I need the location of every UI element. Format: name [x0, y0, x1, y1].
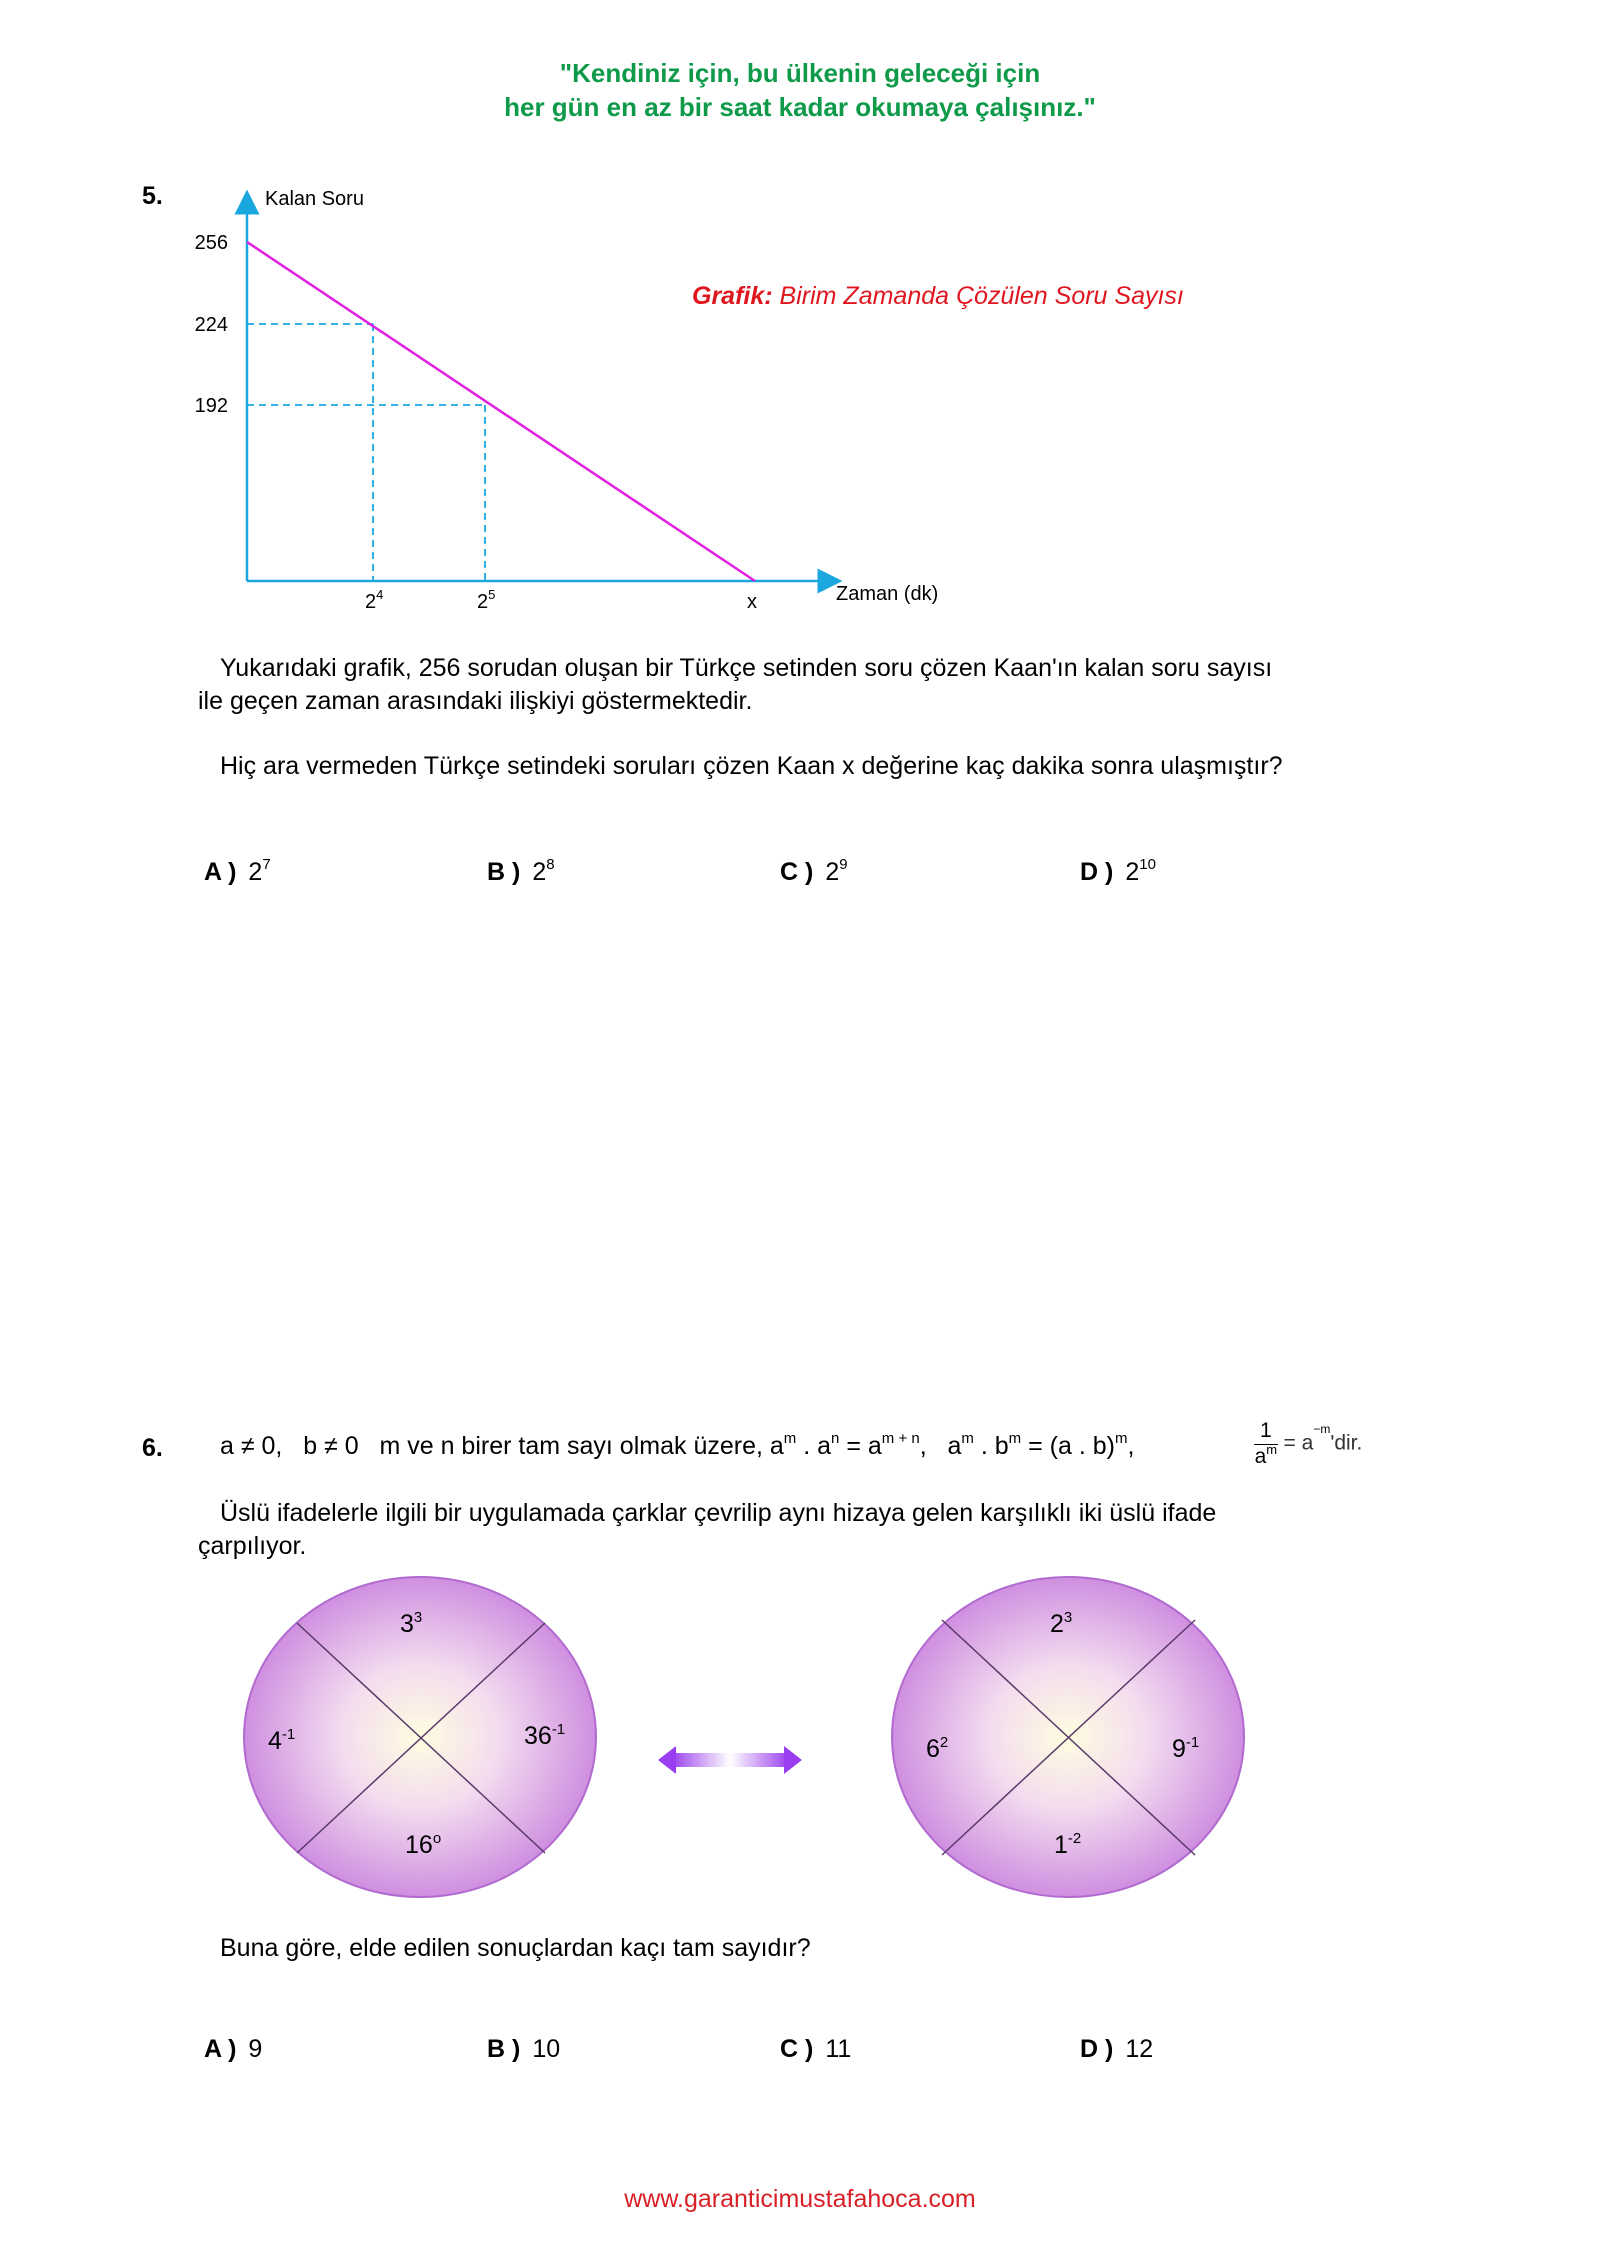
chart-title-bold: Grafik: [692, 282, 773, 310]
option-label: B ) [487, 2035, 521, 2063]
rule-exp: n [831, 1430, 840, 1447]
wheel-base: 9 [1172, 1735, 1186, 1763]
wheel-base: 36 [524, 1722, 552, 1750]
option-label: A ) [204, 858, 237, 886]
wheel-left-left [268, 1727, 295, 1756]
y-tick-label: 256 [194, 232, 228, 254]
option-base: 2 [532, 858, 547, 886]
fraction [1254, 1418, 1278, 1469]
q6-option-a[interactable] [204, 2035, 262, 2064]
wheel-exp: -2 [1067, 1830, 1082, 1847]
fraction-den-exp: m [1266, 1442, 1278, 1457]
wheel-base: 3 [400, 1610, 414, 1638]
rule-part: = a [839, 1432, 882, 1460]
rule-part: , [1127, 1432, 1135, 1460]
wheel-right-top [1050, 1610, 1072, 1639]
wheels-figure [240, 1575, 1260, 1915]
q5-option-b[interactable] [487, 858, 555, 887]
q5-question: Hiç ara vermeden Türkçe setindeki soruları çözen Kaan x değerine kaç dakika sonra ulaşmıştır? [220, 752, 1283, 780]
q6-option-d[interactable] [1080, 2035, 1153, 2064]
option-value: 10 [532, 2035, 561, 2063]
q6-option-c[interactable] [780, 2035, 851, 2064]
option-value: 11 [825, 2035, 852, 2063]
wheel-exp: -1 [1185, 1734, 1200, 1751]
wheel-left-right [524, 1722, 565, 1751]
q5-chart-svg [140, 180, 1240, 620]
wheel-base: 6 [926, 1735, 940, 1763]
wheel-left-bottom [405, 1831, 441, 1860]
wheels-svg [240, 1575, 1260, 1915]
option-exponent: 9 [839, 856, 848, 873]
x-tick-label [747, 591, 757, 613]
q6-rule [220, 1430, 1134, 1463]
q6-option-b[interactable] [487, 2035, 560, 2064]
rule-part: a ≠ 0, b ≠ 0 m ve n birer tam sayı olmak üzere, a [220, 1432, 784, 1460]
q6-text-line-1: Üslü ifadelerle ilgili bir uygulamada çarklar çevrilip aynı hizaya gelen karşılıklı iki üslü ifade [220, 1499, 1217, 1527]
wheel-base: 2 [1050, 1610, 1064, 1638]
rule-exp: m + n [881, 1430, 920, 1447]
rule-part: = (a . b) [1021, 1432, 1115, 1460]
q6-text-line-2: çarpılıyor. [198, 1532, 307, 1560]
rule-part: . a [796, 1432, 832, 1460]
double-arrow [658, 1746, 802, 1774]
fraction-suffix: 'dir. [1330, 1431, 1363, 1455]
q5-option-d[interactable] [1080, 858, 1156, 887]
data-line [247, 242, 755, 581]
rule-part: , a [919, 1432, 962, 1460]
option-exponent: 8 [546, 856, 555, 873]
wheel-right-left [926, 1735, 948, 1764]
chart-title [692, 282, 1184, 311]
fraction-denominator [1254, 1442, 1278, 1469]
option-exponent: 7 [262, 856, 271, 873]
option-label: B ) [487, 858, 521, 886]
option-label: C ) [780, 2035, 814, 2063]
fraction-neg-exp: −m [1313, 1422, 1331, 1437]
option-value: 9 [248, 2035, 263, 2063]
q5-chart [140, 180, 1240, 620]
option-label: D ) [1080, 858, 1114, 886]
y-tick-label: 192 [194, 395, 228, 417]
wheel-left-top [400, 1610, 422, 1639]
chart-title-rest: Birim Zamanda Çözülen Soru Sayısı [779, 282, 1184, 310]
option-base: 2 [825, 858, 840, 886]
q6-question: Buna göre, elde edilen sonuçlardan kaçı tam sayıdır? [220, 1934, 811, 1962]
wheel-base: 1 [1054, 1831, 1068, 1859]
x-axis-label: Zaman (dk) [836, 583, 939, 605]
option-base: 2 [248, 858, 263, 886]
rule-exp: m [1008, 1430, 1022, 1447]
fraction-equals: = a [1283, 1431, 1314, 1455]
question-6-number: 6. [142, 1434, 163, 1462]
wheel-exp: 3 [413, 1609, 423, 1626]
wheel-exp: o [432, 1830, 442, 1847]
y-axis-label: Kalan Soru [265, 188, 364, 210]
motto-line-2: her gün en az bir saat kadar okumaya çalışınız." [504, 92, 1096, 122]
fraction-den-base: a [1254, 1445, 1267, 1468]
wheel-right-right [1172, 1735, 1199, 1764]
wheel-exp: -1 [281, 1726, 296, 1743]
option-label: D ) [1080, 2035, 1114, 2063]
rule-part: . b [973, 1432, 1009, 1460]
footer-url[interactable]: www.garanticimustafahoca.com [624, 2185, 976, 2213]
option-value: 12 [1125, 2035, 1154, 2063]
q5-option-a[interactable] [204, 858, 271, 887]
question-5-number: 5. [142, 182, 163, 210]
x-tick-exponent: 4 [376, 587, 384, 602]
motto-line-1: "Kendiniz için, bu ülkenin geleceği için [559, 58, 1041, 88]
x-tick-base: x [747, 591, 757, 613]
fraction-numerator: 1 [1254, 1418, 1278, 1445]
option-base: 2 [1125, 858, 1140, 886]
rule-exp: m [1114, 1430, 1128, 1447]
x-tick-base: 2 [365, 591, 377, 613]
option-label: C ) [780, 858, 814, 886]
option-exponent: 10 [1139, 856, 1156, 873]
q5-option-c[interactable] [780, 858, 848, 887]
q5-text-line-1: Yukarıdaki grafik, 256 sorudan oluşan bir Türkçe setinden soru çözen Kaan'ın kalan soru sayısı [220, 654, 1273, 682]
y-tick-label: 224 [194, 314, 228, 336]
option-label: A ) [204, 2035, 237, 2063]
wheel-base: 4 [268, 1727, 282, 1755]
wheel-exp: 2 [939, 1734, 949, 1751]
q5-text-line-2: ile geçen zaman arasındaki ilişkiyi göstermektedir. [198, 687, 753, 715]
rule-exp: m [961, 1430, 974, 1447]
x-tick-exponent: 5 [488, 587, 496, 602]
wheel-right-bottom [1054, 1831, 1081, 1860]
wheel-exp: 3 [1063, 1609, 1073, 1626]
x-tick-label [477, 587, 495, 613]
wheel-base: 16 [405, 1831, 433, 1859]
x-tick-label [365, 587, 383, 613]
wheel-exp: -1 [551, 1721, 566, 1738]
rule-exp: m [783, 1430, 797, 1447]
x-tick-base: 2 [477, 591, 489, 613]
q6-fraction-rule [1254, 1418, 1362, 1469]
